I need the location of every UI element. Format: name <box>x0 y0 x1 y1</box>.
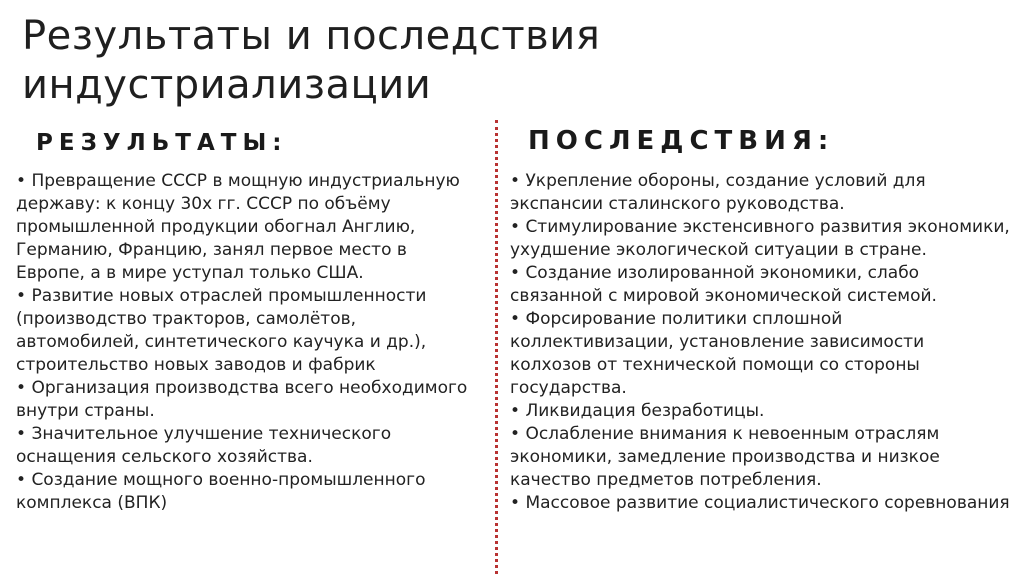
results-item: • Организация производства всего необходимого внутри страны. <box>16 377 471 423</box>
consequences-item: • Создание изолированной экономики, слабо связанной с мировой экономической системой. <box>510 262 1010 308</box>
consequences-list <box>510 170 1010 515</box>
consequences-item: • Ликвидация безработицы. <box>510 400 1010 423</box>
consequences-heading: ПОСЛЕДСТВИЯ: <box>528 126 835 156</box>
results-list <box>16 170 471 515</box>
consequences-item: • Массовое развитие социалистического соревнования <box>510 492 1010 515</box>
results-item: • Значительное улучшение технического оснащения сельского хозяйства. <box>16 423 471 469</box>
results-item: • Развитие новых отраслей промышленности (производство тракторов, самолётов, автомобилей, синтетического каучука и др.), строительство новых заводов и фабрик <box>16 285 471 377</box>
consequences-item: • Укрепление обороны, создание условий для экспансии сталинского руководства. <box>510 170 1010 216</box>
consequences-item: • Ослабление внимания к невоенным отраслям экономики, замедление производства и низкое качество предметов потребления. <box>510 423 1010 492</box>
column-divider <box>495 120 498 574</box>
consequences-item: • Форсирование политики сплошной коллективизации, установление зависимости колхозов от технической помощи со стороны государства. <box>510 308 1010 400</box>
results-heading: РЕЗУЛЬТАТЫ: <box>36 130 288 156</box>
consequences-item: • Стимулирование экстенсивного развития экономики, ухудшение экологической ситуации в стране. <box>510 216 1010 262</box>
results-item: • Превращение СССР в мощную индустриальную державу: к концу 30х гг. СССР по объёму промышленной продукции обогнал Англию, Германию, Францию, занял первое место в Европе, а в мире уступал только США. <box>16 170 471 285</box>
results-item: • Создание мощного военно-промышленного комплекса (ВПК) <box>16 469 471 515</box>
slide-title: Результаты и последствия индустриализации <box>22 13 601 108</box>
